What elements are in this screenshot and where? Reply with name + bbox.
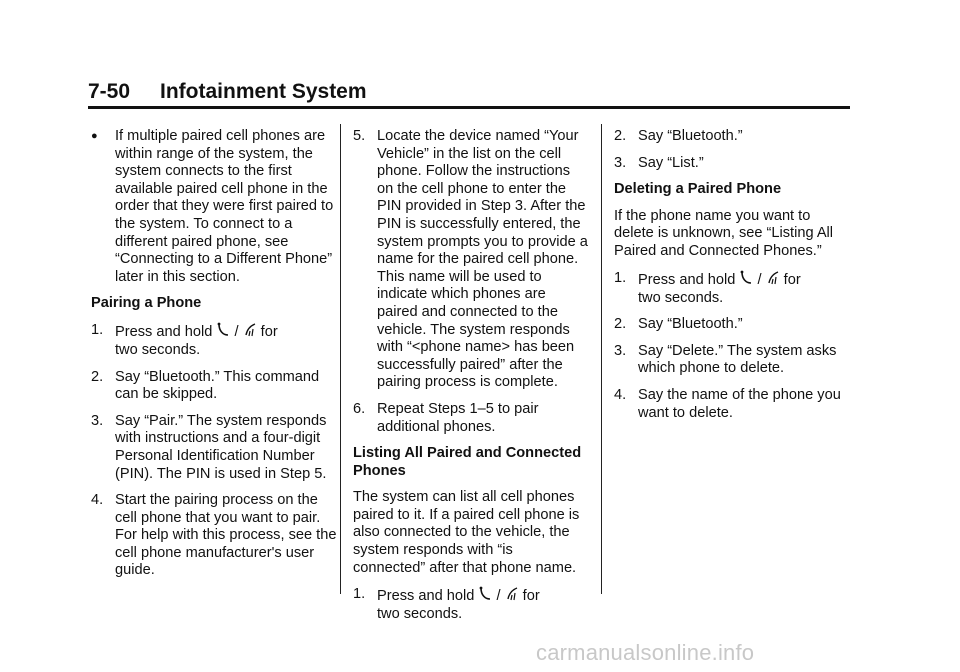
heading-listing: Listing All Paired and Connected Phones — [353, 445, 582, 479]
step-item: 3. Say “Pair.” The system responds with instructions and a four-digit Personal Identification Number (PIN). The PIN is used in Step 5. — [91, 412, 327, 482]
column-2 — [353, 128, 588, 633]
column-1 — [91, 128, 337, 589]
page-header — [88, 80, 850, 109]
phone-voice-icon — [506, 586, 518, 602]
step-item: 3. Say “Delete.” The system asks which phone to delete. — [614, 342, 837, 377]
step-item: 1. Press and hold / for two seconds. — [614, 269, 801, 306]
bullet-item — [91, 128, 337, 286]
watermark: carmanualsonline.info — [536, 640, 755, 665]
step-item: 5. Locate the device named “Your Vehicle” in the list on the cell phone. Follow the instructions on the cell phone to enter the PIN provided in Step 3. After the PIN is successfully entered, the system prompts you to provide a name for the paired cell phone. This name will be used to indicate which phones are paired and connected to the vehicle. The system responds with “<phone name> has been successfully paired” after the pairing process is complete. — [353, 128, 588, 391]
step-item: 2. Say “Bluetooth.” — [614, 316, 743, 333]
phone-voice-icon — [244, 322, 256, 338]
column-divider — [340, 124, 341, 594]
step-item: 2. Say “Bluetooth.” — [614, 128, 743, 144]
step-item: 6. Repeat Steps 1–5 to pair additional phones. — [353, 400, 539, 435]
step-item: 2. Say “Bluetooth.” This command can be skipped. — [91, 368, 320, 403]
push-to-talk-icon — [217, 322, 229, 338]
page-number: 7-50 — [88, 80, 131, 103]
bullet-text: If multiple paired cell phones are within range of the system, the system connects to the first available paired cell phone in the order that they were first paired to the system. To connect to a different paired phone, see “Connecting to a Different Phone” later in this section. — [115, 128, 334, 285]
step-item: 3. Say “List.” — [614, 154, 704, 171]
push-to-talk-icon — [479, 586, 491, 602]
step-item: 4. Say the name of the phone you want to delete. — [614, 386, 841, 421]
heading-pairing: Pairing a Phone — [91, 295, 202, 312]
paragraph-deleting: If the phone name you want to delete is unknown, see “Listing All Paired and Connected Phones.” — [614, 207, 834, 259]
paragraph-listing: The system can list all cell phones paired to it. If a paired cell phone is also connected to the vehicle, the system responds with “is connected” after that phone name. — [353, 489, 580, 576]
column-3 — [614, 128, 854, 431]
push-to-talk-icon — [740, 270, 752, 286]
bullet-icon: ● — [91, 130, 98, 142]
heading-deleting: Deleting a Paired Phone — [614, 181, 782, 198]
step-item: 4. Start the pairing process on the cell phone that you want to pair. For help with this process, see the cell phone manufacturer's user guide. — [91, 492, 337, 579]
section-title: Infotainment System — [160, 80, 367, 103]
phone-voice-icon — [767, 270, 779, 286]
step-item: 1. Press and hold / for two seconds. — [353, 586, 540, 623]
column-divider — [601, 124, 602, 594]
step-item: 1. Press and hold / for two seconds. — [91, 321, 278, 358]
